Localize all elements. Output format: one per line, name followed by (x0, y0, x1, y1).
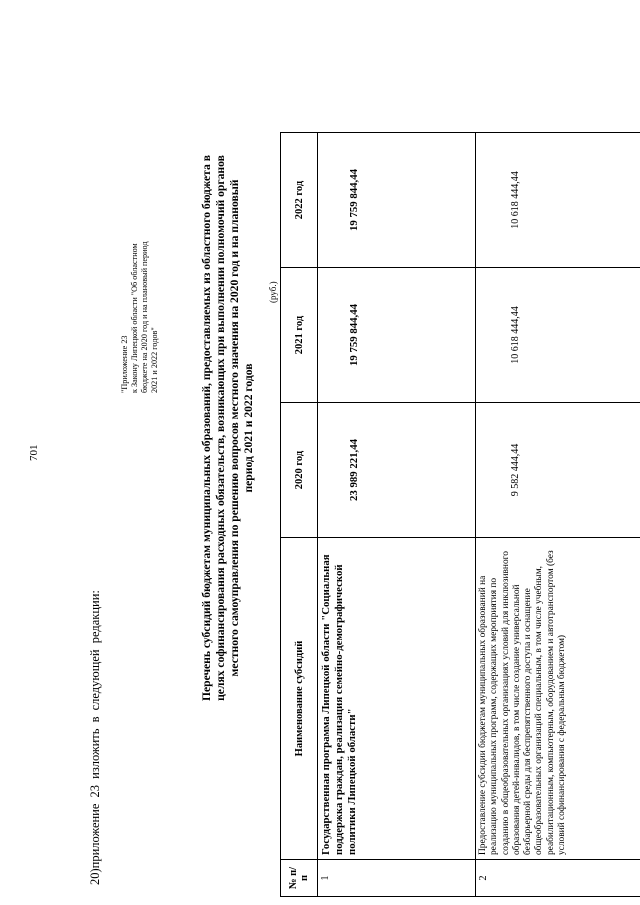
amount-2020: 23 989 221,44 (318, 403, 476, 538)
document-title (200, 63, 256, 793)
amount-2021: 10 618 444,44 (476, 268, 640, 403)
subsidies-table (280, 132, 640, 897)
header-2020: 2020 год (281, 403, 318, 538)
annex-reference (120, 233, 160, 393)
annex-line: к Закону Липецкой области "Об областном (130, 243, 139, 393)
title-line: целях софинансирования расходных обязательств, возникающих при выполнении полномочий органов (214, 155, 227, 701)
table-header-row (281, 133, 318, 897)
annex-line: 2021 и 2022 годов" (150, 327, 159, 393)
page-number: 701 (28, 444, 40, 461)
annex-line: "Приложение 23 (120, 335, 129, 393)
amount-2021: 19 759 844,44 (318, 268, 476, 403)
title-line: период 2021 и 2022 годов (242, 363, 255, 493)
header-subsidy-name: Наименование субсидий (281, 538, 318, 860)
title-line: Перечень субсидий бюджетам муниципальных образований, предоставляемых из областного бюджета в (200, 155, 213, 701)
title-line: местного самоуправления по решению вопросов местного значения на 2020 год и на плановый (228, 179, 241, 677)
header-number: № п/п (281, 860, 318, 897)
annex-line: бюджете на 2020 год и на плановый период (140, 241, 149, 393)
subsidy-name: Государственная программа Липецкой области "Социальная поддержка граждан, реализация семейно-демографической политики Липецкой области" (318, 538, 476, 860)
header-2021: 2021 год (281, 268, 318, 403)
subsidy-name: Предоставление субсидии бюджетам муниципальных образований на реализацию муниципальных программ, содержащих мероприятия по созданию в общеобразовательных организациях условий для инклюзивного образования детей-инвалидов, в том числе создание универсальной безбарьерной среды для беспрепятственного доступа и оснащение общеобразовательных организаций специальным, в том числе учебным, реабилитационным, компьютерным, оборудованием и автотранспортом (без условий софинансирования с федеральным бюджетом) (476, 538, 640, 860)
table-row (318, 133, 476, 897)
amount-2020: 9 582 444,44 (476, 403, 640, 538)
row-number: 2 (476, 860, 640, 897)
header-2022: 2022 год (281, 133, 318, 268)
amendment-intro: 20)приложение 23 изложить в следующей редакции: (88, 590, 102, 885)
currency-unit: (руб.) (268, 281, 278, 303)
amount-2022: 19 759 844,44 (318, 133, 476, 268)
row-number: 1 (318, 860, 476, 897)
amount-2022: 10 618 444,44 (476, 133, 640, 268)
table-row (476, 133, 640, 897)
